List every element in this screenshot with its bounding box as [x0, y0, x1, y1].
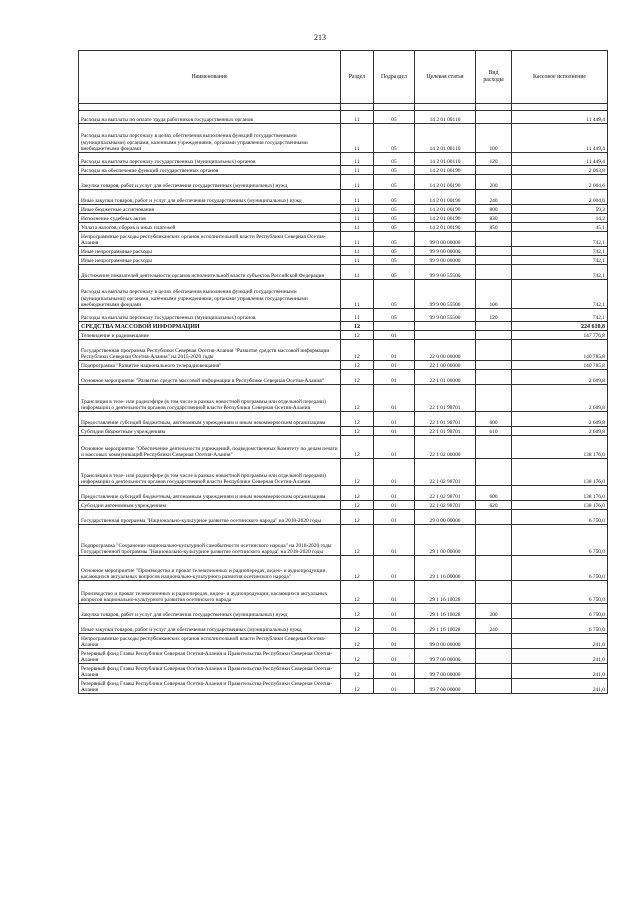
cell-target: 99 9 00 00000: [415, 247, 476, 256]
cell-amount: 241,0: [512, 634, 608, 649]
table-row: [79, 385, 608, 412]
cell-target: 22 1 01 98701: [415, 385, 476, 412]
cell-amount: 2 609,8: [512, 370, 608, 385]
cell-subsection: 01: [374, 340, 415, 361]
cell-section: 12: [341, 634, 374, 649]
cell-name: Расходы на обеспечение функций государственных органов: [79, 166, 341, 175]
cell-amount: 224 610,8: [512, 322, 608, 331]
table-row: [79, 486, 608, 501]
cell-amount: 6 750,0: [512, 604, 608, 619]
cell-name: Трансляция в теле- или радиоэфире (в том числе в рамках новостной программы или отдельной передачи) информации о деятельности органов государственной власти Республики Северная Осетия-Алания: [79, 459, 341, 486]
cell-name: Подпрограмма "Развитие национального телерадиовещания": [79, 361, 341, 370]
cell-amount: 138 176,0: [512, 436, 608, 459]
cell-subsection: 01: [374, 370, 415, 385]
cell-section: 12: [341, 459, 374, 486]
cell-section: 11: [341, 214, 374, 223]
cell-expense-type: 100: [476, 280, 512, 309]
cell-name: Основное мероприятие "Обеспечение деятельности учреждений, подведомственных Комитету по делам печати и массовых коммуникаций Республики Северная Осетия-Алания": [79, 436, 341, 459]
cell-subsection: 05: [374, 280, 415, 309]
table-row: [79, 649, 608, 664]
cell-name: Государственная программа "Национально-культурное развитие осетинского народа" на 2018-2020 годы: [79, 510, 341, 525]
cell-section: 11: [341, 232, 374, 247]
cell-subsection: 05: [374, 309, 415, 322]
table-row: [79, 265, 608, 280]
cell-name: Уплата налогов, сборов и иных платежей: [79, 223, 341, 232]
table-row: [79, 501, 608, 510]
cell-amount: 14,2: [512, 214, 608, 223]
cell-section: 12: [341, 664, 374, 679]
cell-section: 12: [341, 412, 374, 427]
cell-section: 12: [341, 679, 374, 694]
cell-expense-type: 610: [476, 427, 512, 436]
cell-target: 14 2 01 00110: [415, 153, 476, 166]
table-row: [79, 427, 608, 436]
cell-name: Производство и прокат телевизионных и радиопередач, видео- и аудиопродукции, касающихся актуальных вопросов национально-культурного развития осетинского народа: [79, 581, 341, 604]
table-row: [79, 604, 608, 619]
cell-subsection: 05: [374, 153, 415, 166]
table-row: [79, 556, 608, 581]
cell-section: 12: [341, 501, 374, 510]
cell-target: 99 7 00 00000: [415, 649, 476, 664]
cell-amount: 241,0: [512, 649, 608, 664]
budget-table: [78, 50, 608, 694]
cell-section: 12: [341, 331, 374, 340]
cell-subsection: 05: [374, 223, 415, 232]
cell-name: Иные закупки товаров, работ и услуг для обеспечения государственных (муниципальных) нужд: [79, 619, 341, 634]
cell-name: Резервный фонд Главы Республики Северная Осетия-Алания и Правительства Республики Северная Осетия-Алания: [79, 679, 341, 694]
cell-section: 11: [341, 190, 374, 205]
cell-name: Иные бюджетные ассигнования: [79, 205, 341, 214]
cell-name: Иные закупки товаров, работ и услуг для обеспечения государственных (муниципальных) нужд: [79, 190, 341, 205]
cell-subsection: 01: [374, 581, 415, 604]
cell-target: 99 7 00 00000: [415, 679, 476, 694]
cell-subsection: 05: [374, 247, 415, 256]
cell-target: 29 1 00 00000: [415, 525, 476, 556]
cell-expense-type: 800: [476, 205, 512, 214]
cell-section: 11: [341, 205, 374, 214]
cell-target: 14 2 01 00190: [415, 175, 476, 190]
cell-section: 12: [341, 436, 374, 459]
cell-expense-type: 200: [476, 175, 512, 190]
cell-expense-type: [476, 649, 512, 664]
cell-name: Исполнение судебных актов: [79, 214, 341, 223]
cell-section: 12: [341, 370, 374, 385]
cell-target: [415, 331, 476, 340]
cell-target: 99 9 00 55500: [415, 265, 476, 280]
cell-amount: 2 609,8: [512, 412, 608, 427]
cell-target: 99 0 00 00000: [415, 232, 476, 247]
cell-amount: 45,1: [512, 223, 608, 232]
table-row: [79, 510, 608, 525]
table-row: [79, 679, 608, 694]
cell-expense-type: 600: [476, 486, 512, 501]
cell-section: 11: [341, 247, 374, 256]
cell-amount: 742,1: [512, 280, 608, 309]
cell-subsection: 01: [374, 619, 415, 634]
cell-amount: 6 750,0: [512, 581, 608, 604]
cell-expense-type: [476, 111, 512, 124]
cell-expense-type: 120: [476, 153, 512, 166]
table-row: [79, 664, 608, 679]
cell-target: 22 0 00 00000: [415, 340, 476, 361]
cell-name: Расходы на выплаты персоналу государственных (муниципальных) органов: [79, 153, 341, 166]
cell-subsection: 01: [374, 510, 415, 525]
cell-amount: 6 750,0: [512, 556, 608, 581]
cell-expense-type: [476, 664, 512, 679]
cell-expense-type: 240: [476, 619, 512, 634]
cell-amount: 742,1: [512, 256, 608, 265]
cell-amount: 11 449,4: [512, 111, 608, 124]
cell-subsection: 01: [374, 486, 415, 501]
cell-expense-type: [476, 525, 512, 556]
table-row: [79, 619, 608, 634]
cell-expense-type: [476, 436, 512, 459]
page-number: 213: [314, 33, 326, 42]
cell-target: 29 1 16 10028: [415, 604, 476, 619]
cell-expense-type: [476, 247, 512, 256]
cell-target: 22 1 01 98701: [415, 427, 476, 436]
cell-subsection: 05: [374, 124, 415, 153]
cell-name: Расходы на выплаты персоналу государственных (муниципальных) органов: [79, 309, 341, 322]
cell-subsection: 05: [374, 166, 415, 175]
cell-expense-type: 240: [476, 190, 512, 205]
cell-expense-type: [476, 370, 512, 385]
table-row: [79, 340, 608, 361]
cell-target: 14 2 01 00110: [415, 124, 476, 153]
cell-section: 12: [341, 486, 374, 501]
cell-name: Расходы на выплаты по оплате труда работников государственных органов: [79, 111, 341, 124]
cell-subsection: 01: [374, 436, 415, 459]
table-row: [79, 309, 608, 322]
cell-amount: 2 063,8: [512, 166, 608, 175]
cell-target: [415, 322, 476, 331]
table-row: [79, 322, 608, 331]
cell-amount: 138 176,0: [512, 459, 608, 486]
cell-target: 22 1 00 00000: [415, 361, 476, 370]
cell-subsection: 01: [374, 525, 415, 556]
cell-section: 12: [341, 649, 374, 664]
table-row: [79, 214, 608, 223]
cell-amount: 2 004,6: [512, 190, 608, 205]
cell-expense-type: [476, 166, 512, 175]
table-row: [79, 436, 608, 459]
cell-amount: 742,1: [512, 309, 608, 322]
cell-name: Иные непрограммные расходы: [79, 256, 341, 265]
header-section: Раздел: [341, 51, 374, 104]
cell-amount: 742,1: [512, 265, 608, 280]
cell-amount: 147 776,8: [512, 331, 608, 340]
cell-amount: 2 004,6: [512, 175, 608, 190]
cell-target: 29 1 16 10028: [415, 619, 476, 634]
cell-expense-type: 620: [476, 501, 512, 510]
cell-name: Закупка товаров, работ и услуг для обеспечения государственных (муниципальных) нужд: [79, 175, 341, 190]
cell-expense-type: 600: [476, 412, 512, 427]
cell-subsection: 05: [374, 111, 415, 124]
cell-name: СРЕДСТВА МАССОВОЙ ИНФОРМАЦИИ: [79, 322, 341, 331]
cell-amount: 241,0: [512, 664, 608, 679]
cell-expense-type: 200: [476, 604, 512, 619]
cell-name: Закупка товаров, работ и услуг для обеспечения государственных (муниципальных) нужд: [79, 604, 341, 619]
cell-section: 12: [341, 581, 374, 604]
table-row: [79, 247, 608, 256]
cell-expense-type: [476, 679, 512, 694]
cell-subsection: 05: [374, 256, 415, 265]
cell-section: 12: [341, 361, 374, 370]
cell-subsection: 01: [374, 331, 415, 340]
table-row: [79, 190, 608, 205]
cell-section: 12: [341, 604, 374, 619]
cell-name: Предоставление субсидий бюджетным, автономным учреждениям и иным некоммерческим организациям: [79, 486, 341, 501]
cell-target: 99 9 00 00000: [415, 256, 476, 265]
cell-expense-type: 100: [476, 124, 512, 153]
table-row: [79, 232, 608, 247]
cell-target: 22 1 02 98701: [415, 501, 476, 510]
cell-amount: 138 176,0: [512, 501, 608, 510]
cell-subsection: 01: [374, 649, 415, 664]
table-body: [79, 111, 608, 694]
table-row: [79, 581, 608, 604]
table-row: [79, 153, 608, 166]
cell-expense-type: [476, 459, 512, 486]
cell-expense-type: [476, 232, 512, 247]
cell-name: Основное мероприятие "Развитие средств массовой информации в Республике Северная Осетия-Алания": [79, 370, 341, 385]
table-row: [79, 111, 608, 124]
cell-subsection: 01: [374, 664, 415, 679]
cell-name: Иные непрограммные расходы: [79, 247, 341, 256]
cell-expense-type: [476, 322, 512, 331]
table-row: [79, 525, 608, 556]
cell-target: 29 0 00 00000: [415, 510, 476, 525]
cell-name: Непрограммные расходы республиканских органов исполнительной власти Республики Северная Осетия-Алания: [79, 634, 341, 649]
table-row: [79, 223, 608, 232]
cell-name: Телевидение и радиовещание: [79, 331, 341, 340]
cell-expense-type: 830: [476, 214, 512, 223]
cell-target: 29 1 16 00000: [415, 556, 476, 581]
cell-name: Субсидии бюджетным учреждениям: [79, 427, 341, 436]
cell-target: 29 1 16 10028: [415, 581, 476, 604]
cell-amount: 6 750,0: [512, 619, 608, 634]
cell-subsection: [374, 322, 415, 331]
cell-section: 12: [341, 385, 374, 412]
header-target: Целевая статья: [415, 51, 476, 104]
cell-expense-type: [476, 556, 512, 581]
cell-section: 12: [341, 510, 374, 525]
cell-name: Резервный фонд Главы Республики Северная Осетия-Алания и Правительства Республики Северная Осетия-Алания: [79, 649, 341, 664]
table-row: [79, 175, 608, 190]
cell-target: 99 9 00 55500: [415, 309, 476, 322]
cell-name: Государственная программа Республики Северная Осетия-Алания "Развитие средств массовой информации Республики Северная Осетия-Алания" на 2015-2020 годы: [79, 340, 341, 361]
cell-expense-type: 850: [476, 223, 512, 232]
cell-section: 11: [341, 166, 374, 175]
cell-section: 12: [341, 322, 374, 331]
cell-target: 14 2 01 00190: [415, 205, 476, 214]
cell-name: Непрограммные расходы республиканских органов исполнительной власти Республики Северная Осетия-Алания: [79, 232, 341, 247]
cell-amount: 6 750,0: [512, 525, 608, 556]
table-row: [79, 331, 608, 340]
cell-subsection: 05: [374, 205, 415, 214]
cell-expense-type: [476, 581, 512, 604]
cell-subsection: 01: [374, 604, 415, 619]
cell-name: Резервный фонд Главы Республики Северная Осетия-Алания и Правительства Республики Северная Осетия-Алания: [79, 664, 341, 679]
cell-subsection: 01: [374, 385, 415, 412]
cell-target: 22 1 01 00000: [415, 370, 476, 385]
table-row: [79, 361, 608, 370]
table-row: [79, 124, 608, 153]
cell-subsection: 01: [374, 427, 415, 436]
cell-name: Основное мероприятие "Производство и прокат телевизионных и радиопередач, видео- и аудиопродукции, касающихся актуальных вопросов национально-культурного развития осетинского народа": [79, 556, 341, 581]
cell-expense-type: [476, 331, 512, 340]
cell-name: Субсидии автономным учреждениям: [79, 501, 341, 510]
cell-section: 11: [341, 265, 374, 280]
cell-expense-type: [476, 361, 512, 370]
cell-amount: 2 609,8: [512, 427, 608, 436]
table-row: [79, 205, 608, 214]
cell-target: 22 1 02 98701: [415, 459, 476, 486]
cell-target: 22 1 02 00000: [415, 436, 476, 459]
cell-amount: 11 449,4: [512, 124, 608, 153]
cell-expense-type: [476, 340, 512, 361]
cell-target: 14 2 01 00190: [415, 214, 476, 223]
cell-section: 11: [341, 280, 374, 309]
cell-subsection: 05: [374, 232, 415, 247]
cell-target: 99 9 00 55500: [415, 280, 476, 309]
cell-subsection: 05: [374, 214, 415, 223]
cell-subsection: 05: [374, 190, 415, 205]
cell-name: Предоставление субсидий бюджетным, автономным учреждениям и иным некоммерческим организациям: [79, 412, 341, 427]
spacer-row: [79, 104, 608, 111]
cell-name: Расходы на выплаты персоналу в целях обеспечения выполнения функций государственными (муниципальными) органами, казенными учреждениями, органами управления государственными внебюджетными фондами: [79, 280, 341, 309]
cell-section: 12: [341, 525, 374, 556]
cell-amount: 140 785,8: [512, 361, 608, 370]
table-row: [79, 634, 608, 649]
cell-subsection: 01: [374, 556, 415, 581]
cell-amount: 59,2: [512, 205, 608, 214]
cell-section: 11: [341, 223, 374, 232]
cell-section: 11: [341, 175, 374, 190]
cell-target: 14 2 01 00190: [415, 223, 476, 232]
cell-expense-type: [476, 256, 512, 265]
cell-section: 12: [341, 619, 374, 634]
cell-amount: 241,0: [512, 679, 608, 694]
table-row: [79, 412, 608, 427]
cell-expense-type: [476, 634, 512, 649]
cell-subsection: 01: [374, 361, 415, 370]
table-row: [79, 370, 608, 385]
cell-amount: 11 449,4: [512, 153, 608, 166]
cell-section: 11: [341, 124, 374, 153]
header-name: Наименование: [79, 51, 341, 104]
cell-section: 11: [341, 309, 374, 322]
cell-name: Подпрограмма "Сохранение национально-культурной самобытности осетинского народа" на 2018-2020 годы Государственной программы "Национально-культурное развитие осетинского народа" на 2018-2020 годы: [79, 525, 341, 556]
header-expense-type: Вид расходы: [476, 51, 512, 104]
cell-name: Достижение показателей деятельности органов исполнительной власти субъектов Российской Федерации: [79, 265, 341, 280]
cell-section: 12: [341, 340, 374, 361]
cell-section: 12: [341, 556, 374, 581]
cell-name: Трансляция в теле- или радиоэфире (в том числе в рамках новостной программы или отдельной передачи) информации о деятельности органов государственной власти Республики Северная Осетия-Алания: [79, 385, 341, 412]
table-row: [79, 280, 608, 309]
cell-subsection: 01: [374, 634, 415, 649]
cell-subsection: 01: [374, 501, 415, 510]
cell-amount: 6 750,0: [512, 510, 608, 525]
cell-target: 14 2 01 00190: [415, 190, 476, 205]
table-row: [79, 256, 608, 265]
cell-target: 99 0 00 00000: [415, 634, 476, 649]
cell-target: 99 7 00 00000: [415, 664, 476, 679]
cell-target: 14 2 01 00110: [415, 111, 476, 124]
cell-amount: 138 176,0: [512, 486, 608, 501]
cell-target: 22 1 01 98701: [415, 412, 476, 427]
cell-section: 11: [341, 153, 374, 166]
cell-target: 22 1 02 98701: [415, 486, 476, 501]
cell-amount: 742,1: [512, 232, 608, 247]
cell-subsection: 05: [374, 265, 415, 280]
header-amount: Кассовое исполнение: [512, 51, 608, 104]
cell-expense-type: [476, 265, 512, 280]
cell-amount: 742,1: [512, 247, 608, 256]
cell-target: 14 2 01 00190: [415, 166, 476, 175]
cell-section: 11: [341, 256, 374, 265]
cell-subsection: 01: [374, 459, 415, 486]
cell-section: 11: [341, 111, 374, 124]
header-row: [79, 51, 608, 104]
table-row: [79, 166, 608, 175]
cell-expense-type: [476, 385, 512, 412]
table-row: [79, 459, 608, 486]
cell-name: Расходы на выплаты персоналу в целях обеспечения выполнения функций государственными (муниципальными) органами, казенными учреждениями, органами управления государственными внебюджетными фондами: [79, 124, 341, 153]
cell-subsection: 01: [374, 412, 415, 427]
cell-expense-type: [476, 510, 512, 525]
header-subsection: Подраздел: [374, 51, 415, 104]
cell-amount: 140 785,8: [512, 340, 608, 361]
cell-section: 12: [341, 427, 374, 436]
cell-expense-type: 120: [476, 309, 512, 322]
cell-subsection: 01: [374, 679, 415, 694]
cell-subsection: 05: [374, 175, 415, 190]
cell-amount: 2 609,8: [512, 385, 608, 412]
